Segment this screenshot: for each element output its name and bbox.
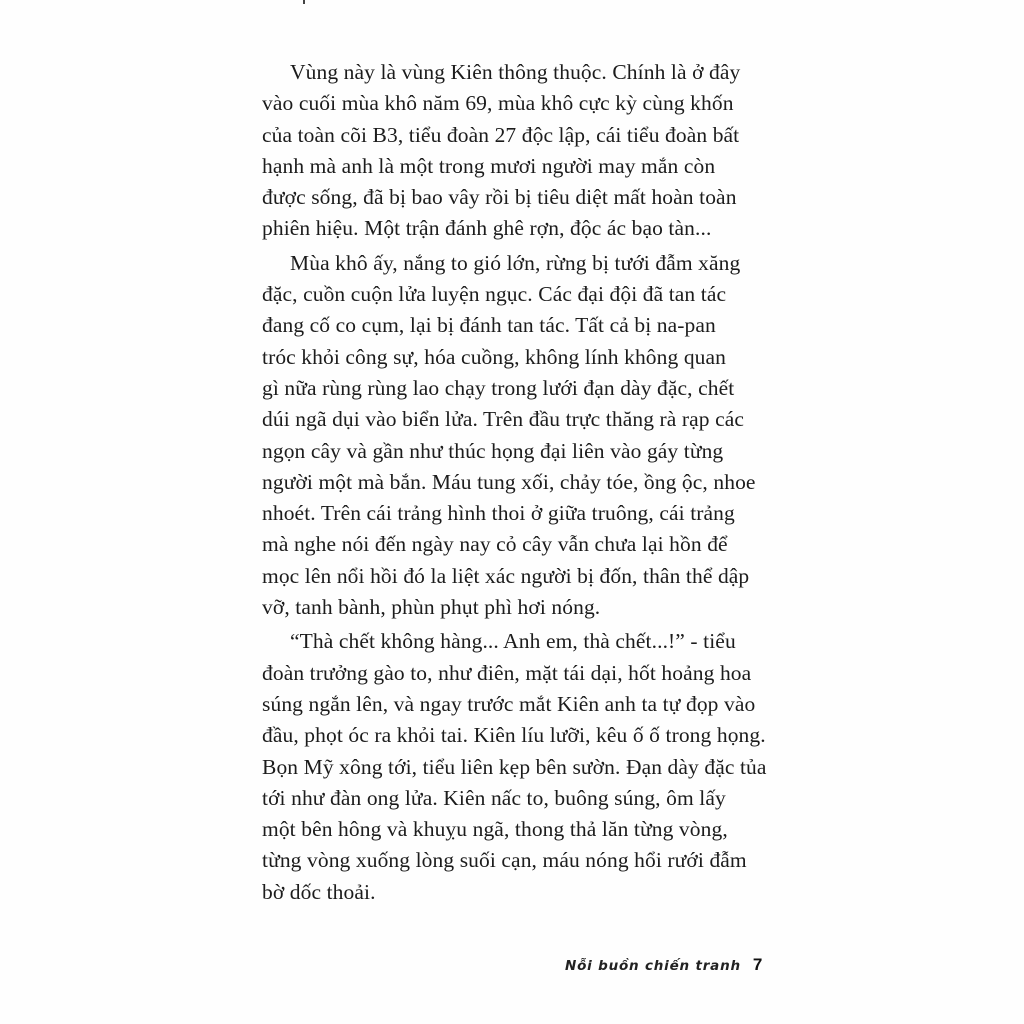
text-line: mọc lên nổi hồi đó la liệt xác người bị đốn, thân thể dập xyxy=(262,563,750,588)
text-line: bờ dốc thoải. xyxy=(262,879,376,904)
paragraph xyxy=(262,626,782,908)
text-line: của toàn cõi B3, tiểu đoàn 27 độc lập, cái tiểu đoàn bất xyxy=(262,122,740,147)
text-line: tới như đàn ong lửa. Kiên nấc to, buông súng, ôm lấy xyxy=(262,785,726,810)
text-line: một bên hông và khuỵu ngã, thong thả lăn từng vòng, xyxy=(262,817,728,842)
text-line: mà nghe nói đến ngày nay cỏ cây vẫn chưa lại hồn để xyxy=(262,532,728,557)
text-line: đang cố co cụm, lại bị đánh tan tác. Tất cả bị na-pan xyxy=(262,313,716,338)
text-line: vào cuối mùa khô năm 69, mùa khô cực kỳ cùng khốn xyxy=(262,91,734,116)
text-line: gì nữa rùng rùng lao chạy trong lưới đạn dày đặc, chết xyxy=(262,375,735,400)
text-line: đầu, phọt óc ra khỏi tai. Kiên líu lưỡi, kêu ố ố trong họng. xyxy=(262,723,766,748)
scan-mark xyxy=(303,0,305,4)
page-footer xyxy=(565,955,785,981)
text-line: vỡ, tanh bành, phùn phụt phì hơi nóng. xyxy=(262,595,601,620)
text-line: đặc, cuồn cuộn lửa luyện ngục. Các đại đội đã tan tác xyxy=(262,282,727,307)
text-line: dúi ngã dụi vào biển lửa. Trên đầu trực thăng rà rạp các xyxy=(262,407,745,432)
text-line: từng vòng xuống lòng suối cạn, máu nóng hổi rưới đẫm xyxy=(262,848,747,873)
paragraph xyxy=(262,57,782,245)
page-number: 7 xyxy=(752,955,763,974)
paragraph xyxy=(262,248,782,624)
text-line: được sống, đã bị bao vây rồi bị tiêu diệt mất hoàn toàn xyxy=(262,185,737,210)
text-line: người một mà bắn. Máu tung xối, chảy tóe, ồng ộc, nhoe xyxy=(262,469,756,494)
text-line: tróc khỏi công sự, hóa cuồng, không lính không quan xyxy=(262,344,727,369)
text-line: Bọn Mỹ xông tới, tiểu liên kẹp bên sườn. Đạn dày đặc tủa xyxy=(262,754,767,779)
text-line: ngọn cây và gần như thúc họng đại liên vào gáy từng xyxy=(262,438,724,463)
text-line: hạnh mà anh là một trong mươi người may mắn còn xyxy=(262,153,716,178)
text-line: Mùa khô ấy, nắng to gió lớn, rừng bị tưới đẫm xăng xyxy=(290,250,741,275)
text-line: phiên hiệu. Một trận đánh ghê rợn, độc ác bạo tàn... xyxy=(262,216,712,241)
text-line: súng ngắn lên, và ngay trước mắt Kiên anh ta tự đọp vào xyxy=(262,691,756,716)
running-title: Nỗi buồn chiến tranh xyxy=(565,958,741,974)
body-text xyxy=(262,57,782,911)
text-line: đoàn trưởng gào to, như điên, mặt tái dại, hốt hoảng hoa xyxy=(262,660,752,685)
text-line: nhoét. Trên cái trảng hình thoi ở giữa truông, cái trảng xyxy=(262,501,735,526)
text-line: Vùng này là vùng Kiên thông thuộc. Chính là ở đây xyxy=(290,60,741,84)
text-line: “Thà chết không hàng... Anh em, thà chết...!” - tiểu xyxy=(290,629,736,654)
